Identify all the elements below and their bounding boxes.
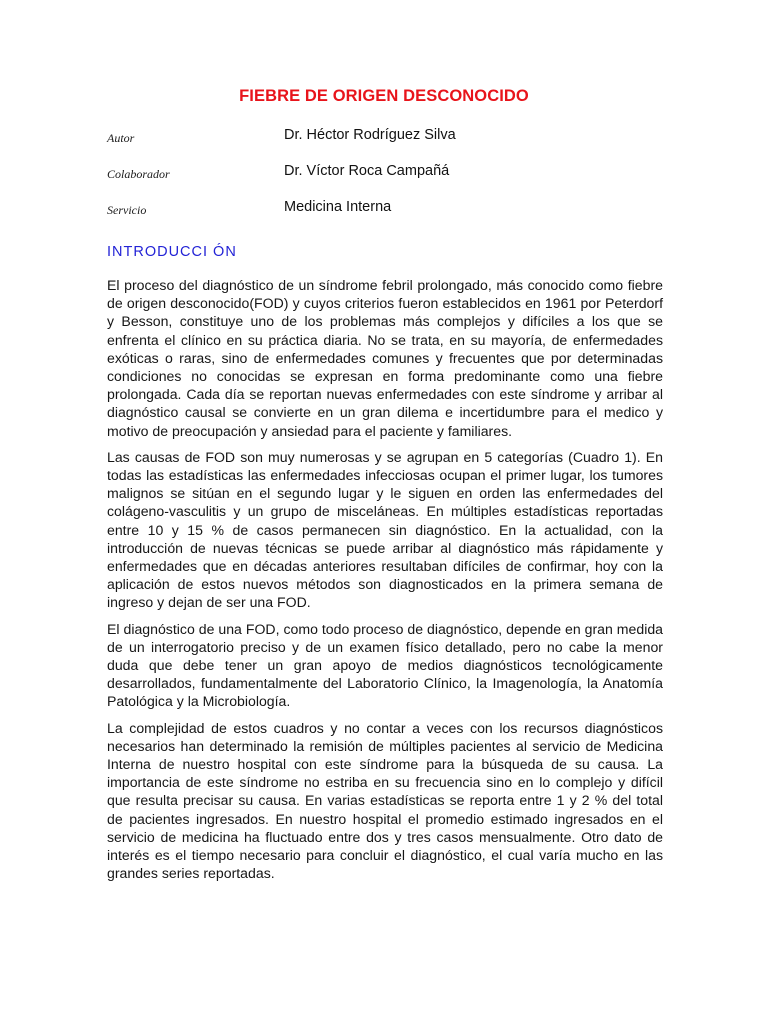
meta-value-author: Dr. Héctor Rodríguez Silva [284,127,456,143]
meta-value-collaborator: Dr. Víctor Roca Campañá [284,163,450,179]
meta-row-collaborator [107,163,667,185]
meta-label-collaborator: Colaborador [107,167,170,181]
paragraph: La complejidad de estos cuadros y no contar a veces con los recursos diagnósticos necesarios han determinado la remisión de múltiples pacientes al servicio de Medicina Interna de nuestro hospital con este síndrome para la búsqueda de su causa. La importancia de este síndrome no estriba en su frecuencia sino en lo complejo y difícil que resulta precisar su causa. En varias estadísticas se reporta entre 1 y 2 % del total de pacientes ingresados. En nuestro hospital el promedio estimado ingresados en el servicio de medicina ha fluctuado entre dos y tres casos mensualmente. Otro dato de interés es el tiempo necesario para concluir el diagnóstico, el cual varía mucho en las grandes series reportadas. [107,719,663,882]
meta-row-author [107,127,667,149]
paragraph: El diagnóstico de una FOD, como todo proceso de diagnóstico, depende en gran medida de un interrogatorio preciso y de un examen físico detallado, pero no cabe la menor duda que debe tener un gran apoyo de medios diagnósticos tecnológicamente desarrollados, fundamentalmente del Laboratorio Clínico, la Imagenología, la Anatomía Patológica y la Microbiología. [107,620,663,710]
document-title: FIEBRE DE ORIGEN DESCONOCIDO [239,87,529,105]
section-heading-introduction: INTRODUCCI ÓN [107,244,237,260]
meta-row-service [107,199,667,221]
paragraph: El proceso del diagnóstico de un síndrome febril prolongado, más conocido como fiebre de origen desconocido(FOD) y cuyos criterios fueron establecidos en 1961 por Peterdorf y Besson, constituye uno de los problemas más complejos y difíciles a los que se enfrenta el clínico en su práctica diaria. No se trata, en su mayoría, de enfermedades exóticas o raras, sino de enfermedades comunes y frecuentes que por determinadas condiciones no conocidas se expresan en forma predominante como una fiebre prolongada. Cada día se reportan nuevas enfermedades con este síndrome y arribar al diagnóstico causal se convierte en un gran dilema e incertidumbre para el medico y motivo de preocupación y ansiedad para el paciente y familiares. [107,277,663,439]
meta-label-service: Servicio [107,203,147,217]
paragraph: Las causas de FOD son muy numerosas y se agrupan en 5 categorías (Cuadro 1). En todas las estadísticas las enfermedades infecciosas ocupan el primer lugar, los tumores malignos se sitúan en el segundo lugar y le siguen en orden las enfermedades del colágeno-vasculitis y un grupo de misceláneas. En múltiples estadísticas reportadas entre 10 y 15 % de casos permanecen sin diagnóstico. En la actualidad, con la introducción de nuevas técnicas se puede arribar al diagnóstico más rápidamente y enfermedades que en décadas anteriores resultaban difíciles de confirmar, hoy con la aplicación de estos nuevos métodos son diagnosticados en la primera semana de ingreso y dejan de ser una FOD. [107,448,663,611]
body-text [107,276,663,891]
meta-value-service: Medicina Interna [284,199,392,215]
meta-label-author: Autor [107,131,135,145]
